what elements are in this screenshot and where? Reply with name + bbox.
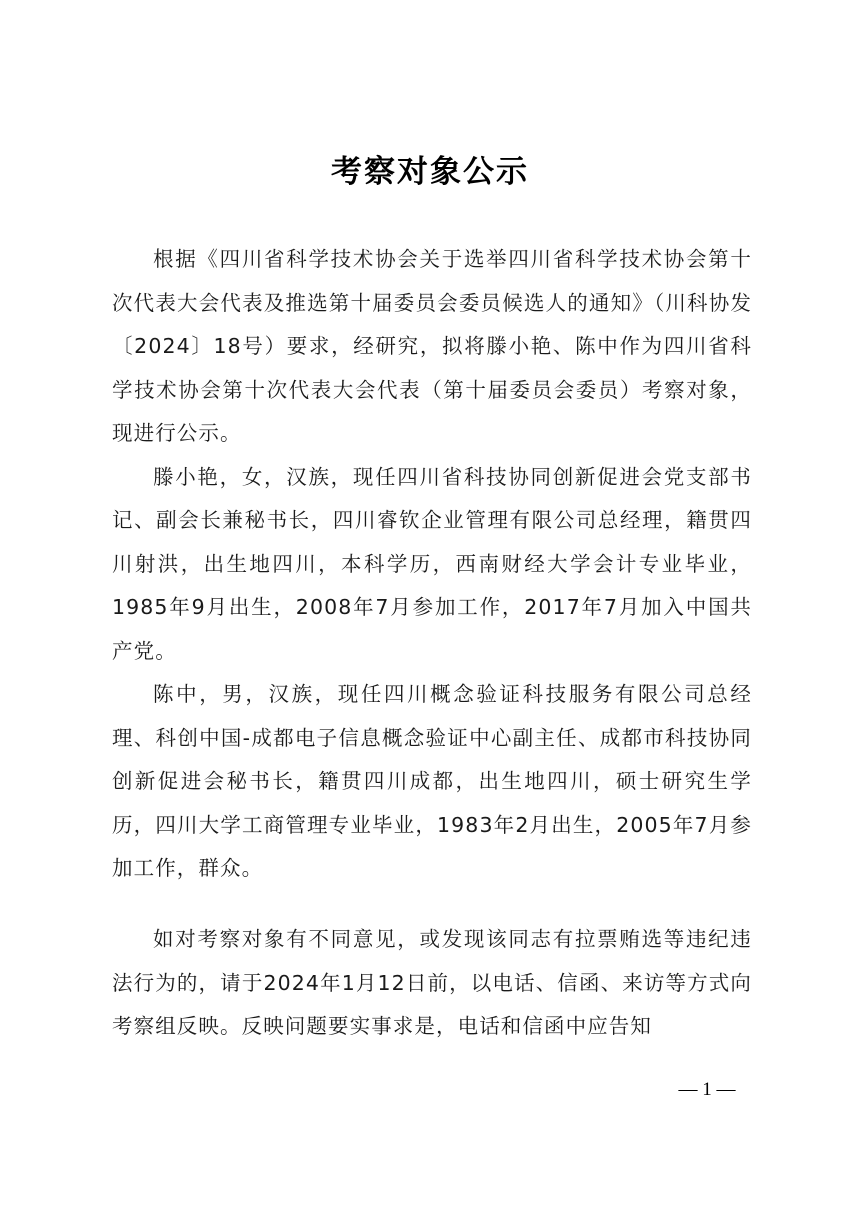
page-title: 考察对象公示: [331, 154, 529, 190]
paragraph-notice-basis: 根据《四川省科学技术协会关于选举四川省科学技术协会第十次代表大会代表及推选第十届委员会委员候选人的通知》（川科协发〔2024〕18号）要求，经研究，拟将滕小艳、陈中作为四川省科学技术协会第十次代表大会代表（第十届委员会委员）考察对象，现进行公示。: [112, 247, 752, 445]
page-number: — 1 —: [678, 1079, 736, 1100]
paragraph-candidate-teng: 滕小艳，女，汉族，现任四川省科技协同创新促进会党支部书记、副会长兼秘书长，四川睿钦企业管理有限公司总经理，籍贯四川射洪，出生地四川，本科学历，西南财经大学会计专业毕业，1985年9月出生，2008年7月参加工作，2017年7月加入中国共产党。: [112, 464, 752, 663]
body-content: [112, 238, 752, 891]
closing-content: [112, 918, 752, 1049]
paragraph-feedback-instructions: 如对考察对象有不同意见，或发现该同志有拉票贿选等违纪违法行为的，请于2024年1月12日前，以电话、信函、来访等方式向考察组反映。反映问题要实事求是，电话和信函中应告知: [112, 927, 752, 1038]
paragraph-candidate-chen: 陈中，男，汉族，现任四川概念验证科技服务有限公司总经理、科创中国-成都电子信息概念验证中心副主任、成都市科技协同创新促进会秘书长，籍贯四川成都，出生地四川，硕士研究生学历，四川大学工商管理专业毕业，1983年2月出生，2005年7月参加工作，群众。: [112, 682, 752, 880]
